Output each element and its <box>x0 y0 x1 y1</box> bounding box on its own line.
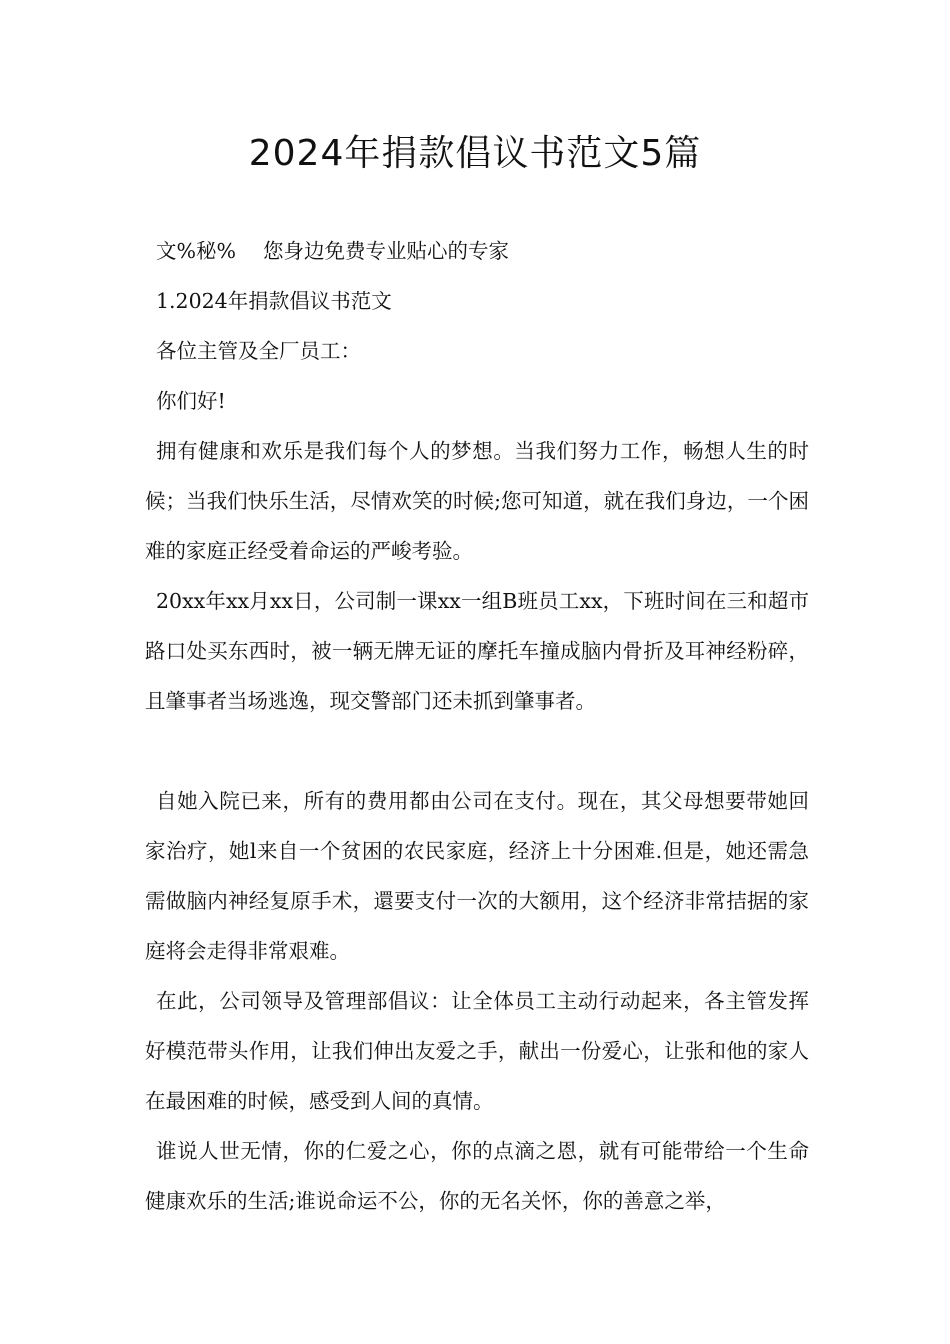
section-heading: 1.2024年捐款倡议书范文 <box>156 289 392 313</box>
header-line: 文%秘% 您身边免费专业贴心的专家 <box>156 239 509 263</box>
greeting: 你们好! <box>156 389 226 413</box>
body-paragraph: 拥有健康和欢乐是我们每个人的梦想。当我们努力工作，畅想人生的时候；当我们快乐生活，尽情欢笑的时候;您可知道，就在我们身边，一个困难的家庭正经受着命运的严峻考验。 <box>145 439 809 563</box>
document-title: 2024年捐款倡议书范文5篇 <box>248 133 702 174</box>
body-paragraph: 谁说人世无情，你的仁爱之心，你的点滴之恩，就有可能带给一个生命健康欢乐的生活;谁说命运不公，你的无名关怀，你的善意之举， <box>145 1139 809 1213</box>
document-body <box>145 226 809 1226</box>
paragraph-spacer <box>145 726 809 776</box>
salutation: 各位主管及全厂员工： <box>156 339 361 363</box>
body-paragraph: 在此，公司领导及管理部倡议：让全体员工主动行动起来，各主管发挥好模范带头作用，让我们伸出友爱之手，献出一份爱心，让张和他的家人在最困难的时候，感受到人间的真情。 <box>145 989 809 1113</box>
body-paragraph: 自她入院已来，所有的费用都由公司在支付。现在，其父母想要带她回家治疗，她l来自一个贫困的农民家庭，经济上十分困难.但是，她还需急需做脑内神经复原手术，還要支付一次的大额用，这个经济非常拮据的家庭将会走得非常艰难。 <box>145 789 809 963</box>
body-paragraph: 20xx年xx月xx日，公司制一课xx一组B班员工xx，下班时间在三和超市路口处买东西时，被一辆无牌无证的摩托车撞成脑内骨折及耳神经粉碎，且肇事者当场逃逸，现交警部门还未抓到肇事者。 <box>145 589 809 713</box>
